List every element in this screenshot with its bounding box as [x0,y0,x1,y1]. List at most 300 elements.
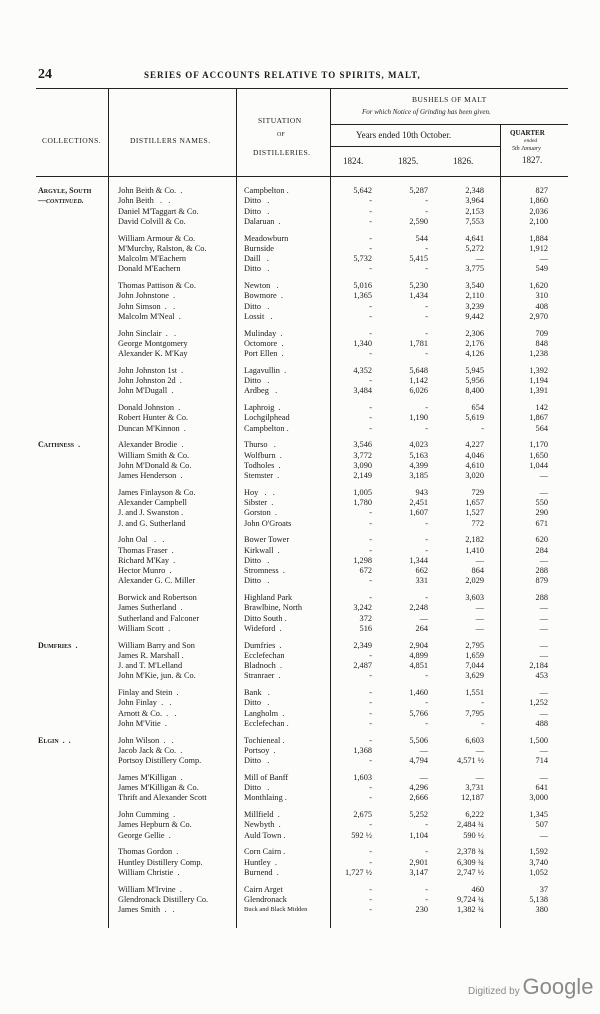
malt-1826: 2,182 [465,535,484,545]
malt-1826: 2,176 [465,338,484,348]
malt-1825: - [425,698,428,708]
distillery-situation: Thurso . [244,440,276,450]
malt-quarter-1827: 1,620 [529,281,548,290]
distillery-situation: Kirkwall . [244,545,280,555]
distiller-name: Huntley Distillery Comp. [118,857,203,867]
malt-1824: - [369,264,372,274]
digitized-text: Digitized by [468,986,520,997]
malt-quarter-1827: — [539,254,548,263]
collection-name: —continued. [38,196,84,206]
malt-1825: 230 [415,905,428,914]
distiller-name: William M'Irvine . [118,884,182,894]
malt-quarter-1827: 1,170 [529,440,548,450]
distillery-situation: Buck and Black Midden [244,906,308,913]
distillery-situation: Burnend . [244,867,279,877]
distillery-situation: Campbelton . [244,186,289,195]
distillery-situation: Ditto South . [244,613,287,623]
distillery-situation: Port Ellen . [244,349,284,358]
malt-quarter-1827: 284 [535,545,548,555]
distiller-name: Alexander G. C. Miller [118,576,196,586]
distiller-name: Thomas Fraser . [118,545,174,555]
malt-quarter-1827: 1,650 [529,450,548,460]
malt-quarter-1827: — [539,708,548,718]
malt-1825: - [425,518,428,528]
distillery-situation: Mulinday . [244,328,283,338]
col-divider-3 [330,88,331,928]
distiller-name: James M'Killigan . [118,772,183,782]
malt-1825: - [425,671,428,681]
malt-quarter-1827: — [539,745,548,755]
distillery-situation: Ditto . [244,698,270,708]
malt-quarter-1827: 2,184 [529,661,548,670]
malt-quarter-1827: 1,912 [529,243,548,253]
distillery-situation: Portsoy . [244,745,276,755]
malt-1826: 3,964 [465,196,484,206]
distiller-name: John Beith . . [118,196,171,206]
distiller-name: John M'Donald & Co. [118,460,192,470]
distillery-situation: Wideford . [244,623,282,633]
distillery-situation: Laphroig . [244,403,281,412]
distiller-name: Robert Hunter & Co. [118,413,189,423]
malt-1826: 1,527 [465,508,484,518]
distiller-name: Finlay and Stein . [118,688,179,697]
malt-1826: 4,571 ½ [457,756,484,765]
distiller-name: James Hepburn & Co. [118,820,192,830]
malt-quarter-1827: 2,100 [529,216,548,226]
distillery-situation: Gorston . [244,508,277,518]
distillery-situation: Cairn Arget [244,884,283,894]
malt-1825: 1,190 [409,413,428,423]
distiller-name: Sutherland and Falconer [118,613,200,623]
malt-quarter-1827: 1,044 [529,460,548,470]
malt-1825: 662 [415,566,428,575]
malt-1824: 5,016 [353,281,372,290]
distiller-name: Alexander Campbell [118,498,187,507]
malt-1824: 1,005 [353,487,372,497]
malt-quarter-1827: 290 [535,508,548,518]
malt-1824: 3,546 [353,440,372,450]
malt-1826: 1,410 [465,545,484,555]
distillery-situation: Tochieneal . [244,735,285,745]
malt-1826: 5,272 [465,243,484,253]
distillery-situation: Meadowburn [244,233,289,243]
malt-1824: - [369,376,372,385]
malt-quarter-1827: — [539,830,548,840]
malt-1825: 4,851 [409,661,428,670]
malt-1824: - [369,884,372,894]
malt-1824: - [369,793,372,803]
malt-1826: 3,540 [465,281,484,290]
header-situation-1: SITUATION [258,116,302,125]
collection-name: Caithness . [38,440,81,450]
table-top-rule [36,88,568,89]
malt-1826: 9,724 ¾ [457,894,484,904]
malt-1826: 2,029 [465,576,484,586]
malt-1824: - [369,423,372,433]
malt-1826: 4,641 [465,233,484,243]
malt-quarter-1827: 564 [535,423,548,433]
distillery-situation: John O'Groats [244,518,292,528]
distiller-name: John Oal . . [118,535,165,545]
col-divider-1 [108,88,109,928]
distiller-name: Borwick and Robertson [118,593,197,602]
malt-1825: 943 [415,487,428,497]
malt-quarter-1827: 714 [535,756,548,765]
malt-1826: 2,153 [465,206,484,216]
distiller-name: John Johnstone . [118,291,176,301]
distillery-situation: Daill . [244,254,269,263]
header-situation-2: OF [277,132,285,138]
malt-1825: 2,666 [409,793,428,803]
malt-1826: 4,610 [465,460,484,470]
distiller-name: William Barry and Son [118,640,195,650]
malt-1824: 1,368 [353,745,372,755]
malt-1826: 3,603 [465,593,484,602]
malt-1824: 1,603 [353,772,372,782]
header-bushels-sub: For which Notice of Grinding has been given. [362,108,491,116]
malt-quarter-1827: 380 [535,905,548,914]
malt-1825: - [425,243,428,253]
distiller-name: Donald M'Eachern [118,264,181,274]
header-quarter-2: ended [524,138,538,144]
malt-1826: 2,747 ½ [457,867,484,877]
distillery-situation: Ditto . [244,301,270,311]
malt-1825: 4,794 [409,756,428,765]
malt-1825: 5,163 [409,450,428,460]
malt-1824: 3,242 [353,603,372,613]
distiller-name: James M'Killigan & Co. [118,783,199,792]
distiller-name: Glendronack Distillery Co. [118,894,209,904]
malt-1826: 2,110 [465,291,484,301]
malt-1824: 4,352 [353,365,372,375]
malt-1824: - [369,857,372,867]
distiller-name: James R. Marshall . [118,650,184,660]
malt-1824: - [369,328,372,338]
header-quarter-4: 1827. [522,155,543,165]
malt-1824: 1,298 [353,555,372,565]
malt-1825: - [425,535,428,545]
malt-1825: 4,399 [409,460,428,470]
distiller-name: John Sinclair . . [118,328,177,338]
malt-1826: 3,629 [465,671,484,681]
distiller-name: William Christie . [118,867,180,877]
distillery-situation: Campbelton . [244,423,289,433]
distiller-name: J. and G. Sutherland [118,518,186,528]
malt-1824: - [369,593,372,602]
malt-1825: - [425,545,428,555]
malt-1825: - [425,593,428,602]
distiller-name: Richard M'Kay . [118,555,176,565]
malt-quarter-1827: — [539,688,548,697]
malt-1825: 5,415 [409,254,428,263]
malt-1825: 544 [415,233,428,243]
distiller-name: Malcolm M'Neal . [118,311,181,321]
distiller-name: Alexander K. M'Kay [118,349,188,358]
malt-1825: 5,766 [409,708,428,718]
malt-quarter-1827: — [539,772,548,782]
malt-1824: 5,642 [353,186,372,195]
distillery-situation: Ditto . [244,196,270,206]
malt-1825: 2,904 [409,640,428,650]
malt-quarter-1827: 3,000 [529,793,548,803]
malt-1824: - [369,650,372,660]
malt-1825: - [425,847,428,857]
malt-quarter-1827: 37 [539,884,548,894]
malt-1825: - [425,423,428,433]
distiller-name: M'Murchy, Ralston, & Co. [118,243,207,253]
distiller-name: John Wilson . . [118,735,174,745]
malt-1826: — [475,555,484,565]
digitized-watermark [468,974,593,1000]
distillery-situation: Todholes . [244,460,281,470]
google-logo: Google [522,974,594,999]
malt-quarter-1827: 453 [535,671,548,681]
malt-1826: 7,795 [465,708,484,718]
malt-1824: - [369,196,372,206]
malt-quarter-1827: 142 [535,403,548,412]
distillery-situation: Mill of Banff [244,772,289,782]
malt-1824: - [369,508,372,518]
malt-quarter-1827: 827 [535,186,548,195]
distiller-name: Malcolm M'Eachern [118,254,187,263]
malt-1826: 3,775 [465,264,484,274]
page-number: 24 [38,67,52,82]
malt-1824: - [369,894,372,904]
malt-1824: 372 [359,613,372,623]
malt-1825: - [425,196,428,206]
distillery-situation: Millfield . [244,810,280,819]
malt-1824: - [369,518,372,528]
malt-quarter-1827: 879 [535,576,548,586]
distillery-situation: Auld Town . [244,830,286,840]
malt-1826: 2,484 ¾ [457,820,484,830]
malt-1825: 1,344 [409,555,428,565]
malt-1825: 2,248 [409,603,428,613]
distillery-situation: Lochgilphead [244,413,290,423]
distiller-name: Thrift and Alexander Scott [118,793,207,803]
malt-quarter-1827: 1,884 [529,233,548,243]
malt-1824: 1,727 ½ [345,867,372,877]
malt-1826: 2,795 [465,640,484,650]
malt-1825: - [425,301,428,311]
header-bottom-rule [36,176,568,177]
malt-1824: - [369,349,372,358]
distillery-situation: Ditto . [244,376,270,385]
malt-1824: 3,090 [353,460,372,470]
malt-1824: - [369,783,372,792]
distiller-name: Portsoy Distillery Comp. [118,756,202,765]
distillery-situation: Ditto . [244,264,270,274]
malt-1824: - [369,233,372,243]
malt-1824: - [369,301,372,311]
malt-1824: - [369,403,372,412]
col-divider-4 [500,124,501,928]
collection-name: Argyle, South [38,186,92,195]
malt-1826: 864 [471,566,484,575]
distillery-situation: Sibster . [244,498,274,507]
distillery-situation: Lagavullin . [244,365,287,375]
malt-1826: 1,551 [465,688,484,697]
malt-quarter-1827: 1,860 [529,196,548,206]
malt-quarter-1827: — [539,640,548,650]
malt-1825: 4,296 [409,783,428,792]
malt-quarter-1827: — [539,603,548,613]
distiller-name: Thomas Gordon . [118,847,179,857]
malt-1826: 5,945 [465,365,484,375]
malt-quarter-1827: 620 [535,535,548,545]
malt-1825: 4,023 [409,440,428,450]
malt-1824: 592 ½ [351,830,372,840]
distiller-name: David Colvill & Co. [118,216,186,226]
distiller-name: John Johnston 1st . [118,365,184,375]
malt-1825: 1,781 [409,338,428,348]
running-header [38,67,578,84]
malt-1826: - [481,698,484,708]
malt-1826: — [475,254,484,263]
malt-1825: — [419,772,428,782]
distillery-situation: Lossit . [244,311,273,321]
malt-1824: 3,772 [353,450,372,460]
malt-1825: 1,460 [409,688,428,697]
malt-quarter-1827: 288 [535,593,548,602]
malt-quarter-1827: 3,740 [529,857,548,867]
malt-1826: 12,187 [461,793,484,803]
malt-1825: 2,901 [409,857,428,867]
malt-1824: - [369,311,372,321]
collection-name: Dumfries . [38,640,78,650]
malt-1825: 3,147 [409,867,428,877]
distiller-name: Arnott & Co. . . [118,708,177,718]
malt-1825: 5,287 [409,186,428,195]
malt-1824: 2,675 [353,810,372,819]
collection-name: Elgin . . [38,735,71,745]
malt-1824: - [369,820,372,830]
distillery-situation: Ditto . [244,206,270,216]
distiller-name: Donald Johnston . [118,403,181,412]
malt-quarter-1827: 671 [535,518,548,528]
malt-1826: 4,046 [465,450,484,460]
malt-quarter-1827: 1,194 [529,376,548,385]
malt-1826: 4,126 [465,349,484,358]
malt-1825: 1,104 [409,830,428,840]
malt-1825: — [419,745,428,755]
malt-1824: - [369,735,372,745]
distiller-name: Daniel M'Taggart & Co. [118,206,199,216]
malt-1824: 5,732 [353,254,372,263]
malt-1824: 1,340 [353,338,372,348]
malt-1826: 2,378 ¾ [457,847,484,857]
malt-1825: 2,590 [409,216,428,226]
distiller-name: J. and T. M'Lelland [118,661,183,670]
malt-quarter-1827: 848 [535,338,548,348]
malt-1826: 1,659 [465,650,484,660]
malt-1825: 2,451 [409,498,428,507]
distiller-name: John Cumming . [118,810,176,819]
distillery-situation: Wolfburn . [244,450,282,460]
distillery-situation: Stemster . [244,471,280,480]
malt-1826: 2,348 [465,186,484,195]
malt-quarter-1827: — [539,487,548,497]
malt-1824: - [369,576,372,586]
header-year-1825: 1825. [398,156,419,166]
distillery-situation: Newton . [244,281,279,290]
malt-1824: - [369,847,372,857]
distiller-name: John Finlay . . [118,698,172,708]
malt-1825: — [419,613,428,623]
distiller-name: George Gellie . [118,830,171,840]
malt-1826: — [475,745,484,755]
header-year-1824: 1824. [343,156,364,166]
malt-quarter-1827: 288 [535,566,548,575]
malt-1824: - [369,671,372,681]
distillery-situation: Ecclefechan [244,650,285,660]
distillery-situation: Ditto . [244,555,270,565]
malt-1825: 1,434 [409,291,428,301]
distiller-name: James Henderson . [118,471,183,480]
malt-1824: - [369,708,372,718]
malt-1826: 3,020 [465,471,484,480]
malt-1824: 1,365 [353,291,372,301]
malt-quarter-1827: 709 [535,328,548,338]
header-year-1826: 1826. [453,156,474,166]
distiller-name: John Beith & Co. . [118,186,183,195]
malt-1824: 2,349 [353,640,372,650]
distiller-name: John M'Kie, jun. & Co. [118,671,196,681]
malt-1825: - [425,206,428,216]
distillery-situation: Highland Park [244,593,293,602]
malt-1824: 2,149 [353,471,372,480]
malt-1826: 7,553 [465,216,484,226]
distillery-situation: Langholm . [244,708,285,718]
malt-quarter-1827: 1,052 [529,867,548,877]
malt-quarter-1827: 310 [535,291,548,301]
distiller-name: John Simson . . [118,301,176,311]
malt-quarter-1827: 5,138 [529,894,548,904]
malt-quarter-1827: 1,238 [529,349,548,358]
malt-1826: 6,309 ¾ [457,857,484,867]
distiller-name: Jacob Jack & Co. . [118,745,183,755]
malt-1826: — [475,603,484,613]
malt-quarter-1827: 1,252 [529,698,548,708]
malt-1824: - [369,535,372,545]
malt-quarter-1827: 1,592 [529,847,548,857]
malt-1826: 590 ½ [463,830,484,840]
malt-quarter-1827: 641 [535,783,548,792]
malt-quarter-1827: — [539,613,548,623]
header-years-ended: Years ended 10th October. [356,130,452,140]
malt-1826: 5,956 [465,376,484,385]
malt-1826: 5,619 [465,413,484,423]
malt-1824: - [369,756,372,765]
distillery-situation: Ecclefechan . [244,718,289,728]
malt-1825: 4,899 [409,650,428,660]
malt-1825: 5,648 [409,365,428,375]
header-bushels: BUSHELS OF MALT [412,95,487,104]
distillery-situation: Newbyth . [244,820,281,830]
malt-1826: 6,222 [465,810,484,819]
distillery-situation: Bladnoch . [244,661,283,670]
malt-1825: 264 [415,623,428,633]
malt-1824: 516 [359,623,372,633]
malt-1824: - [369,545,372,555]
distillery-situation: Glendronack [244,894,287,904]
distiller-name: William Smith & Co. [118,450,190,460]
malt-1826: — [475,772,484,782]
malt-quarter-1827: 2,970 [529,311,548,321]
distiller-name: Thomas Pattison & Co. [118,281,196,290]
header-distillers: DISTILLERS NAMES. [130,136,211,145]
malt-quarter-1827: — [539,650,548,660]
